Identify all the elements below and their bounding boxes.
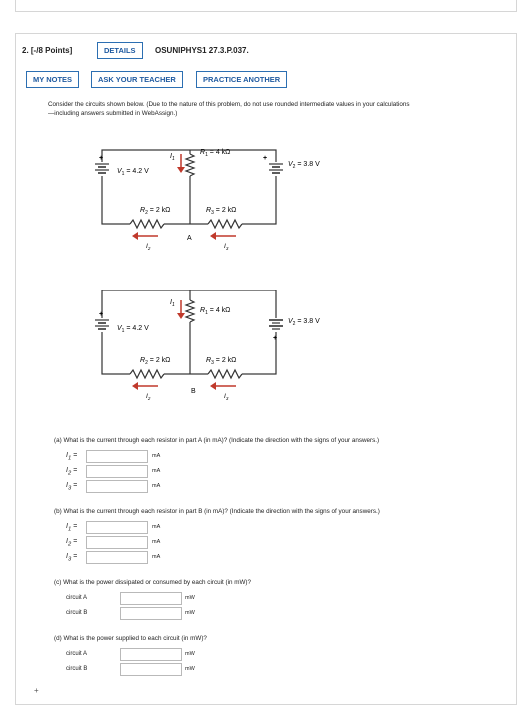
unit-b-i2: mA: [152, 539, 161, 545]
current-i1-arrow: [177, 313, 185, 319]
current-i3-arrow: [210, 232, 216, 240]
question-d-text: (d) What is the power supplied to each circuit (in mW)?: [54, 635, 207, 642]
intro-text: Consider the circuits shown below. (Due to the nature of this problem, do not use rounded intermediate values in your calculations —including answers submitted in WebAssign.): [48, 101, 410, 117]
label-v1: $V_1 = 4.2$ V: [117, 168, 149, 177]
answer-input-c-circuit-a[interactable]: [120, 592, 182, 605]
svg-text:+: +: [99, 155, 104, 162]
ask-your-teacher-button[interactable]: ASK YOUR TEACHER: [91, 71, 183, 88]
label-v2: $V_2 = 3.8$ V: [288, 161, 320, 170]
circuit-a-diagram: [90, 140, 330, 260]
question-number: 2. [-/8 Points]: [22, 46, 73, 55]
answer-label-a-i2: $I_2$ =: [66, 467, 78, 477]
details-button[interactable]: DETAILS: [97, 42, 143, 59]
answer-label-b-i3: $I_3$ =: [66, 553, 78, 563]
label-i3: $I_3$: [224, 393, 229, 401]
answer-input-c-circuit-b[interactable]: [120, 607, 182, 620]
svg-text:+: +: [273, 335, 278, 342]
battery-v1: [94, 155, 110, 176]
previous-question-card: [15, 0, 517, 12]
answer-input-a-i2[interactable]: [86, 465, 148, 478]
battery-v1: [94, 311, 110, 332]
label-v2: $V_2 = 3.8$ V: [288, 318, 320, 327]
circuit-b-diagram: [90, 290, 330, 410]
label-i1: $I_1$: [170, 153, 175, 162]
answer-label-b-i1: $I_1$ =: [66, 523, 78, 533]
unit-d-circuit-b: mW: [185, 666, 195, 672]
label-r1: $R_1 = 4$ kΩ: [200, 149, 231, 158]
label-r3: $R_3 = 2$ kΩ: [206, 207, 237, 216]
battery-v2: [263, 155, 284, 176]
label-i2: $I_2$: [146, 393, 151, 401]
label-r1: $R_1 = 4$ kΩ: [200, 307, 231, 316]
answer-input-b-i2[interactable]: [86, 536, 148, 549]
unit-c-circuit-a: mW: [185, 595, 195, 601]
question-b-text: (b) What is the current through each resistor in part B (in mA)? (Indicate the direction with the signs of your answers.): [54, 508, 380, 515]
circuit-label-a: A: [187, 235, 192, 242]
unit-d-circuit-a: mW: [185, 651, 195, 657]
unit-c-circuit-b: mW: [185, 610, 195, 616]
answer-input-b-i1[interactable]: [86, 521, 148, 534]
label-i1: $I_1$: [170, 299, 175, 308]
label-i3: $I_3$: [224, 243, 229, 251]
answer-label-b-i2: $I_2$ =: [66, 538, 78, 548]
circuit-label-b: B: [191, 388, 196, 395]
answer-label-d-circuit-a: circuit A: [66, 651, 88, 657]
answer-label-c-circuit-b: circuit B: [66, 610, 88, 616]
current-i2-arrow: [132, 232, 138, 240]
answer-label-a-i1: $I_1$ =: [66, 452, 78, 462]
question-code: OSUNIPHYS1 27.3.P.037.: [155, 46, 249, 55]
label-r2: $R_2 = 2$ kΩ: [140, 357, 171, 366]
answer-input-d-circuit-b[interactable]: [120, 663, 182, 676]
svg-text:+: +: [99, 311, 104, 318]
answer-label-d-circuit-b: circuit B: [66, 666, 88, 672]
answer-input-a-i3[interactable]: [86, 480, 148, 493]
unit-a-i1: mA: [152, 453, 161, 459]
unit-b-i3: mA: [152, 554, 161, 560]
my-notes-button[interactable]: MY NOTES: [26, 71, 79, 88]
label-r2: $R_2 = 2$ kΩ: [140, 207, 171, 216]
unit-a-i3: mA: [152, 483, 161, 489]
battery-v2: [268, 318, 284, 342]
answer-input-a-i1[interactable]: [86, 450, 148, 463]
answer-label-c-circuit-a: circuit A: [66, 595, 88, 601]
unit-a-i2: mA: [152, 468, 161, 474]
current-i2-arrow: [132, 382, 138, 390]
current-i1-arrow: [177, 167, 185, 173]
answer-input-d-circuit-a[interactable]: [120, 648, 182, 661]
label-r3: $R_3 = 2$ kΩ: [206, 357, 237, 366]
svg-text:+: +: [263, 155, 268, 162]
label-i2: $I_2$: [146, 243, 151, 251]
answer-input-b-i3[interactable]: [86, 551, 148, 564]
question-a-text: (a) What is the current through each resistor in part A (in mA)? (Indicate the direction with the signs of your answers.): [54, 437, 380, 444]
question-c-text: (c) What is the power dissipated or consumed by each circuit (in mW)?: [54, 579, 252, 586]
practice-another-button[interactable]: PRACTICE ANOTHER: [196, 71, 287, 88]
answer-label-a-i3: $I_3$ =: [66, 482, 78, 492]
current-i3-arrow: [210, 382, 216, 390]
add-icon[interactable]: +: [34, 686, 39, 695]
label-v1: $V_1 = 4.2$ V: [117, 325, 149, 334]
unit-b-i1: mA: [152, 524, 161, 530]
